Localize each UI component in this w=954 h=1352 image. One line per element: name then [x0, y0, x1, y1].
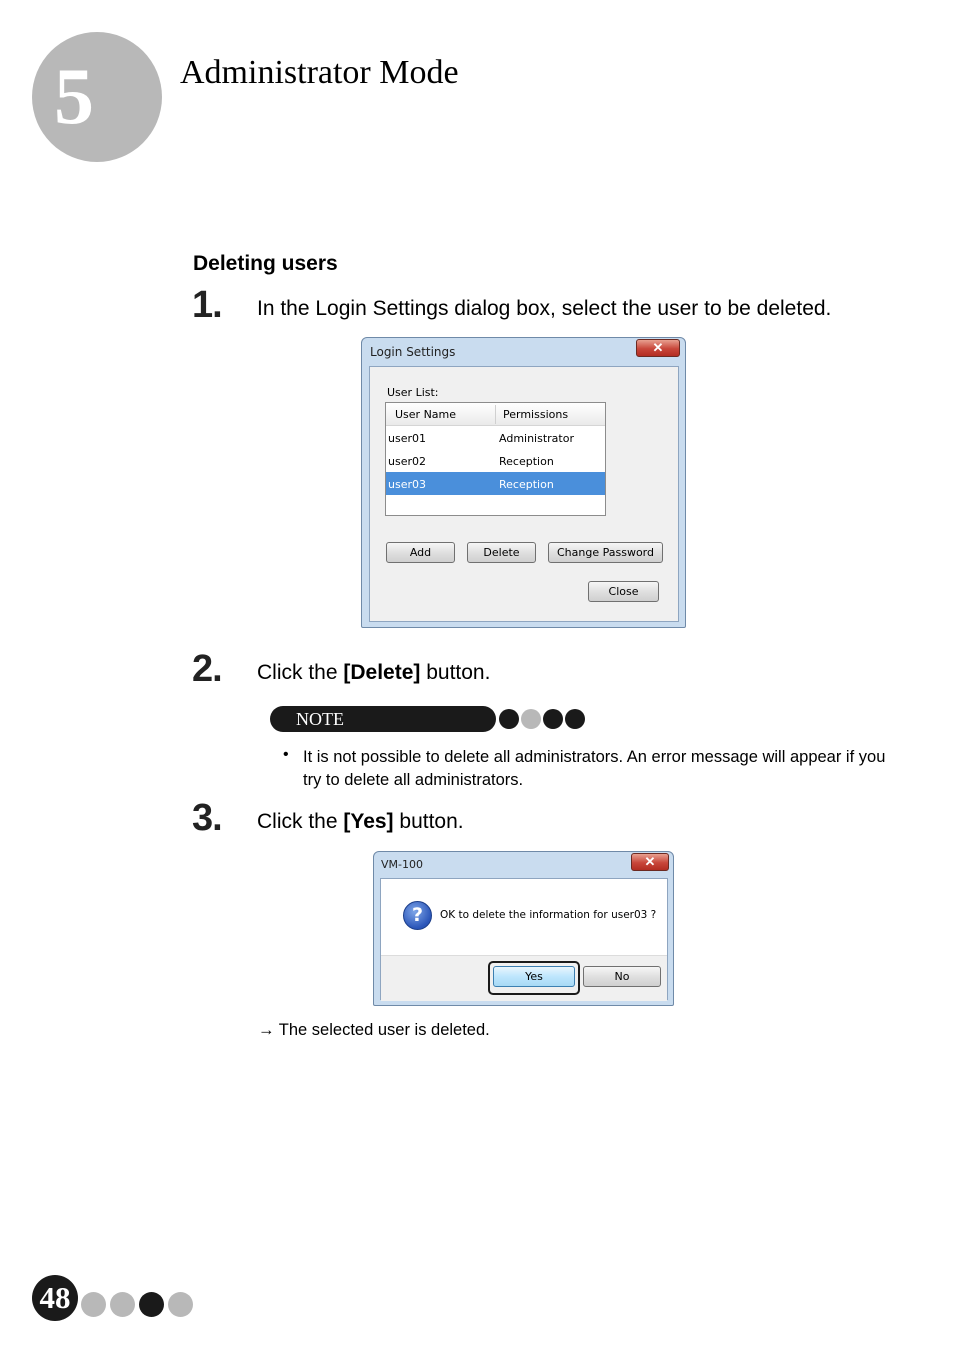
login-settings-dialog-title: Login Settings	[370, 345, 456, 359]
note-dot-3	[543, 709, 563, 729]
column-header-permissions[interactable]: Permissions	[503, 408, 569, 421]
note-dot-2	[521, 709, 541, 729]
row-3-permission[interactable]: Reception	[499, 478, 554, 491]
chapter-number-badge: 5	[32, 32, 162, 162]
chapter-title: Administrator Mode	[180, 54, 459, 91]
footer-dot-2	[110, 1292, 135, 1317]
step-3-number: 3.	[192, 797, 222, 839]
step-2-number: 2.	[192, 648, 222, 690]
note-dot-4	[565, 709, 585, 729]
yes-button[interactable]: Yes	[493, 966, 575, 987]
question-icon: ?	[403, 901, 432, 930]
confirm-dialog-body	[380, 878, 668, 1000]
login-settings-dialog	[361, 337, 686, 628]
note-text: It is not possible to delete all administrators. An error message will appear if you try to delete all administrators.	[303, 748, 886, 789]
footer-dot-1	[81, 1292, 106, 1317]
footer-dot-4	[168, 1292, 193, 1317]
step-1-number: 1.	[192, 284, 222, 326]
section-heading: Deleting users	[193, 252, 338, 275]
confirm-dialog	[373, 851, 674, 1006]
note-bullet-icon: •	[283, 746, 289, 763]
row-2-permission[interactable]: Reception	[499, 455, 554, 468]
column-separator[interactable]	[495, 405, 496, 424]
note-dot-1	[499, 709, 519, 729]
user-list[interactable]	[385, 402, 606, 516]
delete-button[interactable]: Delete	[467, 542, 536, 563]
user-list-label: User List:	[387, 386, 439, 399]
row-1-user-name[interactable]: user01	[388, 432, 426, 445]
close-button[interactable]: Close	[588, 581, 659, 602]
page-number: 48	[32, 1275, 78, 1321]
user-list-header	[386, 403, 605, 426]
add-button[interactable]: Add	[386, 542, 455, 563]
confirm-message: OK to delete the information for user03 ?	[440, 909, 657, 921]
step-3-button-name: [Yes]	[343, 810, 394, 833]
step-3-text: Click the [Yes] button.	[257, 810, 464, 833]
confirm-dialog-title: VM-100	[381, 858, 423, 871]
result-text: → The selected user is deleted.	[258, 1021, 490, 1039]
login-settings-close-icon[interactable]: ✕	[636, 339, 680, 357]
column-header-user-name[interactable]: User Name	[395, 408, 457, 421]
step-1-text: In the Login Settings dialog box, select the user to be deleted.	[257, 297, 832, 320]
change-password-button[interactable]: Change Password	[548, 542, 663, 563]
table-row-selected[interactable]	[386, 472, 605, 495]
footer-dot-3	[139, 1292, 164, 1317]
step-2-text: Click the [Delete] button.	[257, 661, 491, 684]
no-button[interactable]: No	[583, 966, 661, 987]
row-2-user-name[interactable]: user02	[388, 455, 426, 468]
login-settings-dialog-body	[369, 366, 679, 622]
step-2-button-name: [Delete]	[343, 661, 421, 684]
confirm-close-icon[interactable]: ✕	[631, 853, 669, 871]
row-1-permission[interactable]: Administrator	[499, 432, 574, 445]
note-label: NOTE	[270, 706, 496, 732]
row-3-user-name[interactable]: user03	[388, 478, 426, 491]
